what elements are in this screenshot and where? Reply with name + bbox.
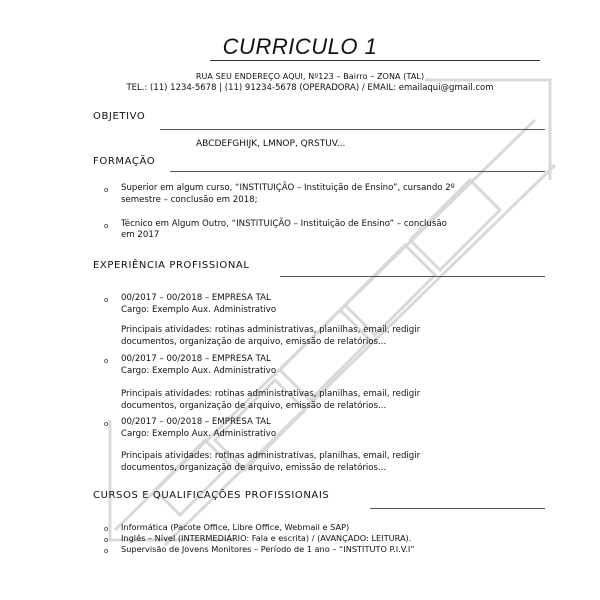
course-line: Inglês – Nível (INTERMEDIÁRIO: Fala e escrita) / (AVANÇADO: LEITURA). <box>121 533 412 543</box>
bullet-icon: o <box>104 186 109 194</box>
job-period: 00/2017 – 00/2018 – EMPRESA TAL <box>121 293 271 303</box>
job-period: 00/2017 – 00/2018 – EMPRESA TAL <box>121 354 271 364</box>
job-activities: documentos, organização de arquivo, emissão de relatórios... <box>121 337 387 347</box>
education-rule <box>170 171 545 172</box>
experience-rule <box>280 276 545 277</box>
course-line: Supervisão de Jovens Monitores – Período de 1 ano – “INSTITUTO P.I.V.I” <box>121 544 415 554</box>
experience-heading: EXPERIÊNCIA PROFISSIONAL <box>93 260 250 271</box>
title-divider <box>210 60 540 61</box>
bullet-icon: o <box>104 547 109 555</box>
contact-line: TEL.: (11) 1234-5678 | (11) 91234-5678 (OPERADORA) / EMAIL: emailaqui@gmail.com <box>126 83 494 93</box>
bullet-icon: o <box>104 525 109 533</box>
job-activities: Principais atividades: rotinas administrativas, planilhas, email, redigir <box>121 389 421 399</box>
education-line: em 2017 <box>121 230 160 240</box>
courses-heading: CURSOS E QUALIFICAÇÕES PROFISSIONAIS <box>93 490 330 501</box>
courses-rule <box>370 508 545 509</box>
bullet-icon: o <box>104 420 109 428</box>
job-activities: Principais atividades: rotinas administrativas, planilhas, email, redigir <box>121 451 421 461</box>
job-activities: documentos, organização de arquivo, emissão de relatórios... <box>121 463 387 473</box>
objective-text: ABCDEFGHIJK, LMNOP, QRSTUV... <box>196 139 346 149</box>
job-activities: documentos, organização de arquivo, emissão de relatórios... <box>121 401 387 411</box>
objective-rule <box>160 129 545 130</box>
bullet-icon: o <box>104 357 109 365</box>
bullet-icon: o <box>104 296 109 304</box>
job-activities: Principais atividades: rotinas administrativas, planilhas, email, redigir <box>121 325 421 335</box>
bullet-icon: o <box>104 222 109 230</box>
job-role: Cargo: Exemplo Aux. Administrativo <box>121 305 277 315</box>
job-role: Cargo: Exemplo Aux. Administrativo <box>121 429 277 439</box>
job-role: Cargo: Exemplo Aux. Administrativo <box>121 366 277 376</box>
education-line: Superior em algum curso, “INSTITUIÇÃO – Instituição de Ensino”, cursando 2º <box>121 183 455 193</box>
course-line: Informática (Pacote Office, Libre Office, Webmail e SAP) <box>121 522 350 532</box>
resume-title: CURRICULO 1 <box>222 34 378 59</box>
education-line: Técnico em Algum Outro, “INSTITUIÇÃO – Instituição de Ensino” – conclusão <box>121 219 447 229</box>
education-line: semestre – conclusão em 2018; <box>121 195 258 205</box>
education-heading: FORMAÇÃO <box>93 156 156 167</box>
bullet-icon: o <box>104 536 109 544</box>
job-period: 00/2017 – 00/2018 – EMPRESA TAL <box>121 417 271 427</box>
address-line: RUA SEU ENDEREÇO AQUI, Nº123 – Bairro – ZONA (TAL) <box>195 72 425 81</box>
objective-heading: OBJETIVO <box>93 111 146 122</box>
